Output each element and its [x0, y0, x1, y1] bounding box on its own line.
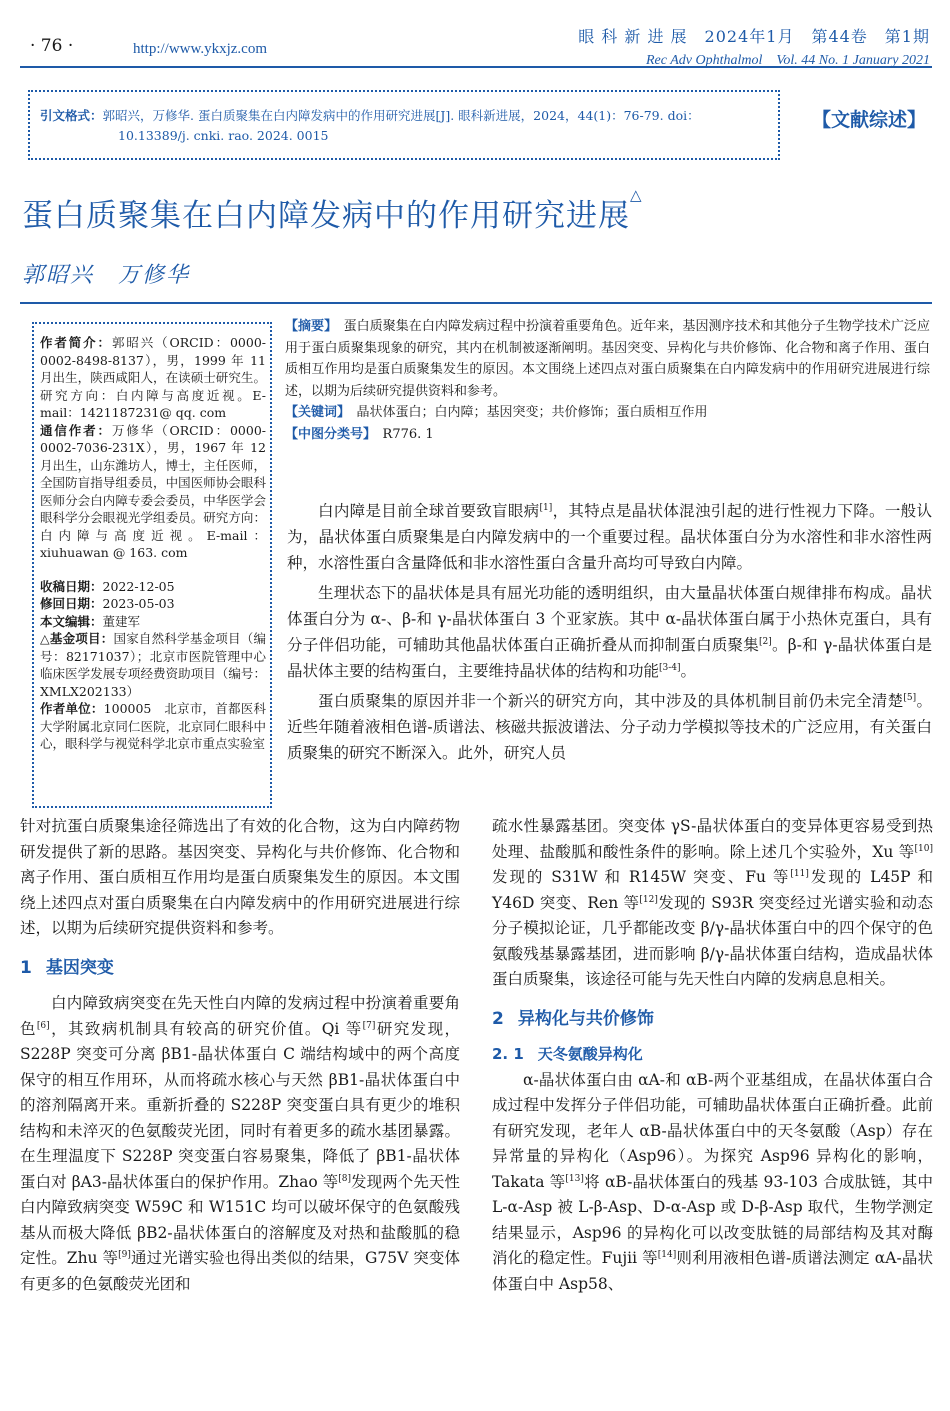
section-1-title: 基因突变: [45, 957, 114, 978]
ref-marker[interactable]: [2]: [759, 637, 772, 647]
ref-marker[interactable]: [3-4]: [659, 663, 681, 673]
sidebar-spacer: [40, 562, 266, 578]
intro-p2-text-b: 。β-和 γ-晶状体蛋白是晶状体主要的结构蛋白，主要维持晶状体的结构和功能: [287, 636, 932, 680]
citation-label: 引文格式：: [40, 108, 103, 123]
right-p1-text-c: 发现的 L45P 和 Y46D 突变、Ren 等: [492, 868, 933, 912]
author1-label: 作者简介：: [40, 335, 112, 350]
left-paragraph-2: [20, 991, 460, 1297]
fund-info: [40, 630, 266, 700]
article-title: [22, 186, 643, 235]
left-p2-text-c: 研究发现，S228P 突变可分离 βB1-晶状体蛋白 C 端结构域中的两个高度保守的相互作用环，从而将疏水核心与天然 βB1-晶状体蛋白中的溶剂隔离开来。重新折叠的 S228P 突变蛋白具有更少的堆积结构和未淬灭的色氨酸荧光团，同时有着更多的疏水基团暴露。在生理温度下 S228P 突变蛋白容易聚集，降低了 βB1-晶状体蛋白对 βA3-晶状体蛋白的保护作用。Zhao 等: [20, 1019, 460, 1191]
subsection-2-1-number: 2. 1: [492, 1045, 524, 1063]
revised-label: 修回日期：: [40, 596, 103, 611]
page-number: · 76 ·: [30, 36, 74, 56]
fund-text: 国家自然科学基金项目（编号：82171037）；北京市医院管理中心临床医学发展专项经费资助项目（编号：XMLX202133）: [40, 631, 266, 699]
right-p1-text-a: 疏水性暴露基团。突变体 γS-晶状体蛋白的变异体更容易受到热处理、盐酸胍和酸性条件的影响。除上述几个实验外，Xu 等: [492, 817, 933, 861]
ref-marker[interactable]: [5]: [903, 693, 917, 703]
received-date: [40, 578, 266, 596]
ref-marker[interactable]: [13]: [565, 1173, 584, 1184]
left-p2-text-a: 白内障致病突变在先天性白内障的发病过程中扮演着重要角色: [20, 994, 460, 1038]
keywords-row: [285, 402, 930, 424]
authors-divider: [20, 302, 932, 304]
citation-line-1: [40, 106, 768, 126]
abstract-block: [285, 316, 930, 445]
intro-paragraph-3: [287, 688, 932, 766]
section-1-number: 1: [20, 957, 32, 978]
section-2-title: 异构化与共价修饰: [517, 1008, 654, 1029]
received-value: 2022-12-05: [102, 578, 175, 594]
title-fund-mark: △: [630, 186, 643, 204]
editor-value: 董建军: [102, 613, 141, 629]
ref-marker[interactable]: [14]: [657, 1250, 677, 1260]
author-info-sidebar: [32, 322, 272, 808]
journal-header: [578, 24, 930, 69]
intro-p1-text-b: ，其特点是晶状体混浊引起的进行性视力下降。一般认为，晶状体蛋白质聚集是白内障发病中的一个重要过程。晶状体蛋白分为水溶性和非水溶性两种，水溶性蛋白含量降低和非水溶性蛋白含量升高均可导致白内障。: [287, 502, 932, 572]
editor-info: [40, 613, 266, 631]
ref-marker[interactable]: [12]: [639, 894, 658, 905]
abstract-paragraph: [285, 316, 930, 402]
ref-marker[interactable]: [7]: [362, 1020, 376, 1031]
journal-url-link[interactable]: http://www.ykxjz.com: [133, 41, 268, 57]
abstract-label: 【摘要】: [285, 319, 331, 334]
journal-name-cn: 眼 科 新 进 展 2024年1月 第44卷 第1期: [578, 27, 930, 46]
section-2-number: 2: [492, 1008, 504, 1029]
unit-info: [40, 700, 266, 753]
section-2-heading: [492, 1007, 933, 1033]
right-paragraph-1: [492, 814, 933, 993]
left-p2-text-e: 通过光谱实验也得出类似的结果，G75V 突变体有更多的色氨酸荧光团和: [20, 1249, 460, 1293]
intro-p2-text-a: 生理状态下的晶状体是具有屈光功能的透明组织，由大量晶状体蛋白规律排布构成。晶状体蛋白分为 α-、β-和 γ-晶状体蛋白 3 个亚家族。其中 α-晶状体蛋白属于小热休克蛋白，具有分子伴侣功能，可辅助其他晶状体蛋白正确折叠从而抑制蛋白质聚集: [287, 584, 932, 654]
keywords-label: 【关键词】: [285, 405, 344, 420]
subsection-2-1-heading: [492, 1042, 933, 1068]
right-p2-text-b: 将 αB-晶状体蛋白的残基 93-103 合成肽链，其中 L-α-Asp 被 L-β-Asp、D-α-Asp 或 D-β-Asp 取代，生物学测定结果显示，Asp96 的异构化可以改变肽链的局部结构及其对酶消化的稳定性。Fujii 等: [492, 1172, 933, 1267]
unit-label: 作者单位：: [40, 701, 104, 716]
article-authors: 郭昭兴 万修华: [22, 263, 191, 288]
intro-p3-text-a: 蛋白质聚集的原因并非一个新兴的研究方向，其中涉及的具体机制目前仍未完全清楚: [318, 692, 904, 710]
subsection-2-1-title: 天冬氨酸异构化: [537, 1045, 643, 1063]
ref-marker[interactable]: [6]: [36, 1020, 50, 1031]
right-p2-text-a: α-晶状体蛋白由 αA-和 αB-两个亚基组成，在晶状体蛋白合成过程中发挥分子伴侣功能，可辅助晶状体蛋白正确折叠。此前有研究发现，老年人 αB-晶状体蛋白中的天冬氨酸（Asp）存在异常量的异构化（Asp96）。为探究 Asp96 异构化的影响，Takata 等: [492, 1070, 933, 1191]
intro-p2-text-c: 。: [680, 662, 697, 680]
intro-paragraph-1: [287, 498, 932, 576]
document-type-label: 【文献综述】: [812, 109, 927, 131]
fund-mark: △: [40, 631, 50, 646]
clc-row: [285, 424, 930, 446]
right-p2-text-c: 则利用液相色谱-质谱法测定 αA-晶状体蛋白中 Asp58、: [492, 1249, 933, 1293]
keywords-text: 晶状体蛋白；白内障；基因突变；共价修饰；蛋白质相互作用: [356, 405, 708, 420]
left-paragraph-1: 针对抗蛋白质聚集途径筛选出了有效的化合物，这为白内障药物研发提供了新的思路。基因突变、异构化与共价修饰、化合物和离子作用、蛋白质相互作用均是蛋白质聚集发生的原因。本文围绕上述四点对蛋白质聚集在白内障发病中的作用研究进展进行综述，以期为后续研究提供资料和参考。: [20, 817, 460, 937]
right-p1-text-b: 发现的 S31W 和 R145W 突变、Fu 等: [492, 868, 791, 886]
ref-marker[interactable]: [10]: [914, 843, 933, 854]
body-right-column: [492, 814, 933, 1297]
right-paragraph-2: [492, 1068, 933, 1298]
article-title-text: 蛋白质聚集在白内障发病中的作用研究进展: [22, 198, 630, 234]
left-p2-text-d: 发现两个先天性白内障致病突变 W59C 和 W151C 均可以破坏保守的色氨酸残基从而极大降低 βB2-晶状体蛋白的溶解度及对热和盐酸胍的稳定性。Zhu 等: [20, 1172, 460, 1267]
fund-label: 基金项目：: [49, 631, 114, 646]
ref-marker[interactable]: [8]: [338, 1173, 351, 1184]
revised-date: [40, 595, 266, 613]
author2-text: 万修华（ORCID：0000-0002-7036-231X），男，1967 年 12 月出生，山东潍坊人，博士，主任医师，全国防盲指导组委员，中国医师协会眼科医师分会白内障专委会委员，中华医学会眼科学分会眼视光学组委员。研究方向：白内障与高度近视。E-mail：xiuhuawan @ 163. com: [40, 422, 266, 560]
section-1-heading: [20, 956, 460, 982]
author1-text: 郭昭兴（ORCID：0000-0002-8498-8137），男，1999 年 11 月出生，陕西咸阳人，在读硕士研究生。研究方向：白内障与高度近视。E-mail：1421187231@ qq. com: [40, 335, 266, 420]
journal-name-en: Rec Adv Ophthalmol Vol. 44 No. 1 January 2021: [646, 53, 930, 68]
citation-box: [28, 90, 780, 160]
clc-label: 【中图分类号】: [285, 426, 370, 442]
ref-marker[interactable]: [9]: [118, 1250, 131, 1260]
citation-doi: 10.13389/j. cnki. rao. 2024. 0015: [118, 128, 329, 143]
revised-value: 2023-05-03: [102, 596, 175, 611]
citation-text: 郭昭兴，万修华. 蛋白质聚集在白内障发病中的作用研究进展[J]. 眼科新进展，2024，44(1)：76-79. doi：: [102, 108, 700, 123]
unit-text: 100005 北京市，首都医科大学附属北京同仁医院，北京同仁眼科中心，眼科学与视觉科学北京市重点实验室: [40, 701, 266, 751]
header-divider: [20, 66, 932, 68]
editor-label: 本文编辑：: [40, 613, 103, 629]
author2-label: 通信作者：: [40, 422, 112, 438]
ref-marker[interactable]: [11]: [790, 869, 809, 879]
intro-paragraph-2: [287, 580, 932, 684]
author1-info: [40, 334, 266, 422]
left-p2-text-b: ，其致病机制具有较高的研究价值。Qi 等: [49, 1019, 363, 1038]
body-left-column: [20, 814, 460, 1297]
ref-marker[interactable]: [1]: [539, 503, 553, 513]
intro-p1-text-a: 白内障是目前全球首要致盲眼病: [318, 502, 540, 520]
author2-info: [40, 422, 266, 562]
clc-value: R776. 1: [382, 426, 434, 442]
abstract-text: 蛋白质聚集在白内障发病过程中扮演着重要角色。近年来，基因测序技术和其他分子生物学技术广泛应用于蛋白质聚集现象的研究，其内在机制被逐渐阐明。基因突变、异构化与共价修饰、化合物和离子作用、蛋白质相互作用均是蛋白质聚集发生的原因。本文围绕上述四点对蛋白质聚集在白内障发病中的作用研究进展进行综述，以期为后续研究提供资料和参考。: [285, 319, 930, 399]
received-label: 收稿日期：: [40, 578, 103, 594]
intro-p3-text-b: 。近些年随着液相色谱-质谱法、核磁共振波谱法、分子动力学模拟等技术的广泛应用，有关蛋白质聚集的研究不断深入。此外，研究人员: [287, 692, 932, 762]
intro-section: [287, 498, 932, 766]
right-p1-text-d: 发现的 S93R 突变经过光谱实验和动态分子模拟论证，几乎都能改变 β/γ-晶状体蛋白中的四个保守的色氨酸残基暴露基团，进而影响 β/γ-晶状体蛋白结构，造成晶状体蛋白质聚集，该途径可能与先天性白内障的发病息息相关。: [492, 893, 933, 988]
